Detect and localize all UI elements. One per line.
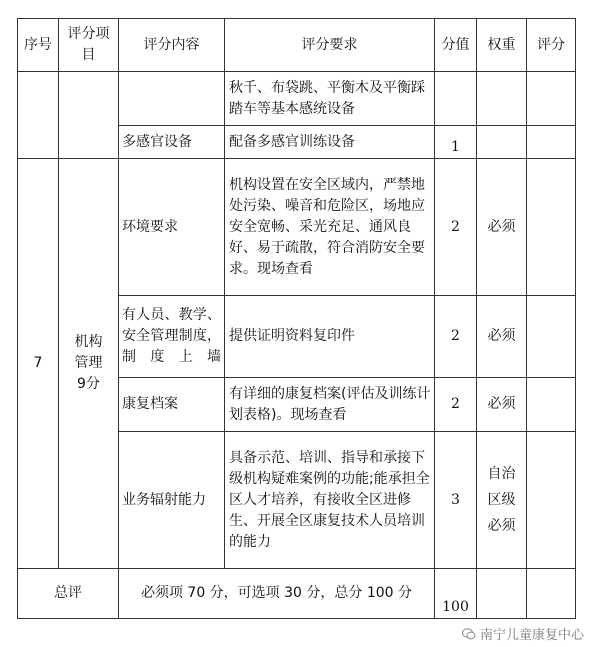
rating-cell [527,72,576,126]
weight-cell [477,126,527,159]
requirement-cell: 提供证明资料复印件 [225,296,435,378]
header-score: 分值 [435,19,477,72]
prev-item-cell [59,72,119,159]
score-cell: 2 [435,159,477,296]
table-row [18,159,576,296]
rating-cell [527,378,576,432]
watermark-text: 南宁儿童康复中心 [479,628,584,643]
requirement-cell: 具备示范、培训、指导和承接下级机构疑难案例的功能;能承担全区人才培养，有接收全区进修生、开展全区康复技术人员培训的能力 [225,432,435,569]
total-label: 总评 [18,569,119,619]
content-cell: 环境要求 [119,159,225,296]
score-cell: 2 [435,296,477,378]
content-cell: 康复档案 [119,378,225,432]
rating-cell [527,296,576,378]
content-cell: 多感官设备 [119,126,225,159]
weight-cell: 必须 [477,159,527,296]
rating-cell [527,159,576,296]
requirement-cell: 有详细的康复档案(评估及训练计划表格)。现场查看 [225,378,435,432]
content-cell [119,72,225,126]
total-rating [527,569,576,619]
score-cell [435,72,477,126]
header-rating: 评分 [527,19,576,72]
wechat-icon [462,627,476,641]
weight-cell: 必须 [477,378,527,432]
header-requirement: 评分要求 [225,19,435,72]
section-index: 7 [18,159,59,569]
header-index: 序号 [18,19,59,72]
rating-cell [527,126,576,159]
table-row [18,72,576,126]
header-row [18,19,576,72]
score-cell: 1 [435,126,477,159]
weight-cell [477,72,527,126]
requirement-cell: 机构设置在安全区域内，严禁地处污染、噪音和危险区，场地应安全宽畅、采光充足、通风良好、易于疏散，符合消防安全要求。现场查看 [225,159,435,296]
score-cell: 3 [435,432,477,569]
prev-index-cell [18,72,59,159]
total-row [18,569,576,619]
content-cell: 有人员、教学、安全管理制度，制度上墙 [119,296,225,378]
total-weight [477,569,527,619]
score-cell: 2 [435,378,477,432]
scoring-table [17,18,576,619]
header-content: 评分内容 [119,19,225,72]
total-score: 100 [435,569,477,619]
requirement-cell: 配备多感官训练设备 [225,126,435,159]
section-item: 机构管理9分 [59,159,119,569]
weight-cell: 自治区级必须 [477,432,527,569]
rating-cell [527,432,576,569]
header-item: 评分项目 [59,19,119,72]
header-weight: 权重 [477,19,527,72]
weight-cell: 必须 [477,296,527,378]
content-cell: 业务辐射能力 [119,432,225,569]
requirement-cell: 秋千、布袋跳、平衡木及平衡踩踏车等基本感统设备 [225,72,435,126]
watermark [462,624,584,643]
total-text: 必须项 70 分，可选项 30 分，总分 100 分 [119,569,435,619]
